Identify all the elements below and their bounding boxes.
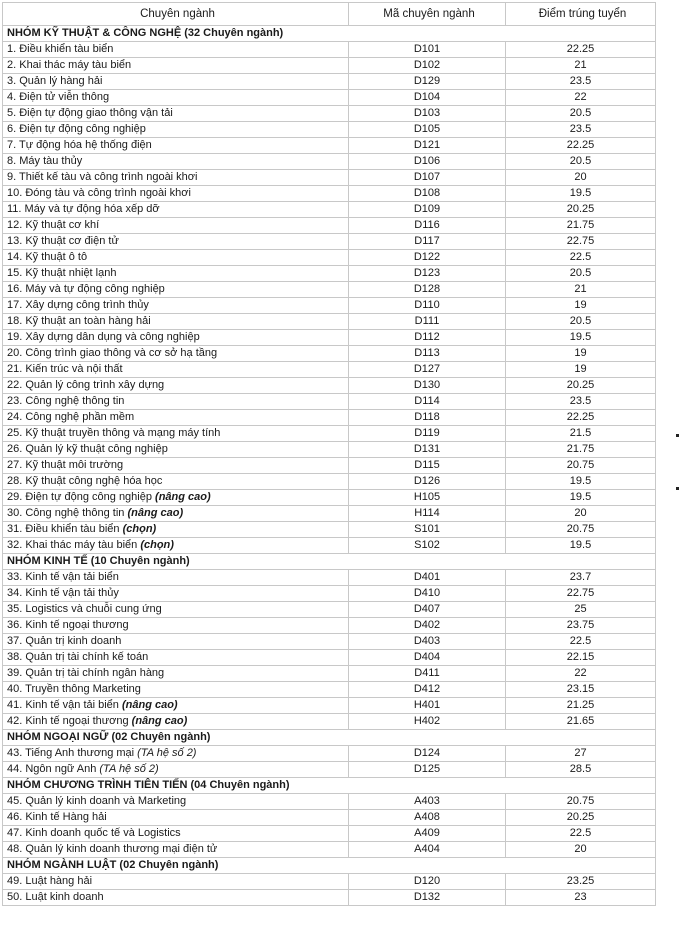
major-name: 12. Kỹ thuật cơ khí — [7, 219, 100, 231]
major-code: D108 — [349, 186, 506, 202]
table-row — [3, 698, 656, 714]
header-code: Mã chuyên ngành — [349, 3, 506, 26]
admission-score: 21.75 — [506, 218, 656, 234]
admission-score: 20.5 — [506, 314, 656, 330]
admission-score: 20.75 — [506, 522, 656, 538]
admission-score: 23.5 — [506, 74, 656, 90]
table-row — [3, 746, 656, 762]
major-cell — [3, 122, 349, 138]
table-row — [3, 250, 656, 266]
admission-score: 23 — [506, 890, 656, 906]
major-code: D111 — [349, 314, 506, 330]
table-row — [3, 810, 656, 826]
major-cell — [3, 890, 349, 906]
admission-score: 23.75 — [506, 618, 656, 634]
major-code: D401 — [349, 570, 506, 586]
major-name: 7. Tự động hóa hệ thống điện — [7, 139, 152, 151]
admission-score: 22 — [506, 90, 656, 106]
admission-score: 21.65 — [506, 714, 656, 730]
major-name: 27. Kỹ thuật môi trường — [7, 459, 124, 471]
major-code: D110 — [349, 298, 506, 314]
admission-score: 22.25 — [506, 138, 656, 154]
table-row — [3, 218, 656, 234]
major-note: (nâng cao) — [131, 715, 188, 727]
admission-scores-table-wrapper — [2, 2, 655, 906]
major-code: D101 — [349, 42, 506, 58]
major-name: 34. Kinh tế vận tải thủy — [7, 587, 119, 599]
table-row — [3, 378, 656, 394]
admission-score: 19.5 — [506, 538, 656, 554]
table-row — [3, 602, 656, 618]
table-row — [3, 890, 656, 906]
major-name: 4. Điện tử viễn thông — [7, 91, 110, 103]
group-title: NHÓM NGOẠI NGỮ (02 Chuyên ngành) — [3, 730, 656, 746]
major-cell — [3, 586, 349, 602]
major-cell — [3, 682, 349, 698]
table-row — [3, 714, 656, 730]
table-row — [3, 618, 656, 634]
major-name: 16. Máy và tự động công nghiệp — [7, 283, 165, 295]
table-row — [3, 266, 656, 282]
major-code: D119 — [349, 426, 506, 442]
major-cell — [3, 170, 349, 186]
major-code: D131 — [349, 442, 506, 458]
major-note: (TA hệ số 2) — [137, 747, 197, 759]
stray-dot-mark — [676, 434, 679, 437]
table-row — [3, 90, 656, 106]
admission-score: 22.5 — [506, 250, 656, 266]
group-header-row — [3, 554, 656, 570]
major-cell — [3, 234, 349, 250]
major-cell — [3, 42, 349, 58]
table-row — [3, 490, 656, 506]
major-name: 38. Quản trị tài chính kế toán — [7, 651, 149, 663]
major-code: H105 — [349, 490, 506, 506]
major-name: 17. Xây dựng công trình thủy — [7, 299, 149, 311]
major-code: D106 — [349, 154, 506, 170]
major-name: 31. Điều khiển tàu biển — [7, 523, 120, 535]
major-code: D102 — [349, 58, 506, 74]
admission-score: 23.15 — [506, 682, 656, 698]
table-row — [3, 666, 656, 682]
major-code: D404 — [349, 650, 506, 666]
major-code: D115 — [349, 458, 506, 474]
major-code: D103 — [349, 106, 506, 122]
admission-score: 28.5 — [506, 762, 656, 778]
major-cell — [3, 266, 349, 282]
major-code: D121 — [349, 138, 506, 154]
table-row — [3, 170, 656, 186]
admission-score: 21.75 — [506, 442, 656, 458]
table-row — [3, 138, 656, 154]
major-name: 50. Luật kinh doanh — [7, 891, 104, 903]
admission-score: 19 — [506, 346, 656, 362]
major-cell — [3, 186, 349, 202]
major-name: 44. Ngôn ngữ Anh — [7, 763, 97, 775]
major-cell — [3, 474, 349, 490]
admission-score: 19.5 — [506, 330, 656, 346]
major-name: 20. Công trình giao thông và cơ sở hạ tầng — [7, 347, 218, 359]
admission-score: 23.5 — [506, 394, 656, 410]
admission-score: 22.75 — [506, 234, 656, 250]
major-cell — [3, 602, 349, 618]
admission-score: 22 — [506, 666, 656, 682]
table-row — [3, 42, 656, 58]
table-row — [3, 538, 656, 554]
major-code: A404 — [349, 842, 506, 858]
major-name: 37. Quản trị kinh doanh — [7, 635, 122, 647]
major-note: (TA hệ số 2) — [99, 763, 159, 775]
header-score: Điểm trúng tuyển — [506, 3, 656, 26]
major-name: 35. Logistics và chuỗi cung ứng — [7, 603, 162, 615]
major-name: 23. Công nghệ thông tin — [7, 395, 125, 407]
major-cell — [3, 762, 349, 778]
admission-score: 20.75 — [506, 794, 656, 810]
major-code: H401 — [349, 698, 506, 714]
admission-score: 20.75 — [506, 458, 656, 474]
major-name: 26. Quản lý kỹ thuật công nghiệp — [7, 443, 168, 455]
admission-score: 22.25 — [506, 42, 656, 58]
major-code: D129 — [349, 74, 506, 90]
table-row — [3, 394, 656, 410]
major-name: 45. Quản lý kinh doanh và Marketing — [7, 795, 187, 807]
major-cell — [3, 218, 349, 234]
table-row — [3, 650, 656, 666]
major-note: (chọn) — [122, 523, 157, 535]
group-title: NHÓM CHƯƠNG TRÌNH TIÊN TIẾN (04 Chuyên ngành) — [3, 778, 656, 794]
major-code: D124 — [349, 746, 506, 762]
major-code: A409 — [349, 826, 506, 842]
table-row — [3, 74, 656, 90]
major-cell — [3, 90, 349, 106]
major-cell — [3, 570, 349, 586]
major-cell — [3, 410, 349, 426]
group-header-row — [3, 858, 656, 874]
major-code: A403 — [349, 794, 506, 810]
major-cell — [3, 666, 349, 682]
admission-score: 19.5 — [506, 490, 656, 506]
table-row — [3, 362, 656, 378]
major-note: (nâng cao) — [127, 507, 184, 519]
major-code: D114 — [349, 394, 506, 410]
major-name: 18. Kỹ thuật an toàn hàng hải — [7, 315, 151, 327]
stray-dot-mark — [676, 487, 679, 490]
table-row — [3, 506, 656, 522]
major-name: 29. Điện tự động công nghiệp — [7, 491, 152, 503]
major-code: S101 — [349, 522, 506, 538]
admission-score: 20.5 — [506, 154, 656, 170]
major-cell — [3, 538, 349, 554]
table-row — [3, 330, 656, 346]
major-cell — [3, 490, 349, 506]
major-name: 8. Máy tàu thủy — [7, 155, 83, 167]
major-cell — [3, 394, 349, 410]
admission-score: 23.25 — [506, 874, 656, 890]
table-row — [3, 826, 656, 842]
major-name: 33. Kinh tế vận tải biển — [7, 571, 119, 583]
admission-score: 19 — [506, 362, 656, 378]
major-cell — [3, 346, 349, 362]
major-code: S102 — [349, 538, 506, 554]
major-note: (chọn) — [140, 539, 174, 551]
major-code: D105 — [349, 122, 506, 138]
major-code: D112 — [349, 330, 506, 346]
major-name: 10. Đóng tàu và công trình ngoài khơi — [7, 187, 191, 199]
major-cell — [3, 842, 349, 858]
major-code: D118 — [349, 410, 506, 426]
admission-score: 21.5 — [506, 426, 656, 442]
major-cell — [3, 442, 349, 458]
admission-score: 20 — [506, 842, 656, 858]
admission-score: 20.25 — [506, 378, 656, 394]
major-cell — [3, 58, 349, 74]
major-code: D109 — [349, 202, 506, 218]
major-code: D116 — [349, 218, 506, 234]
major-cell — [3, 330, 349, 346]
major-cell — [3, 826, 349, 842]
major-name: 5. Điện tự động giao thông vận tải — [7, 107, 173, 119]
group-title: NHÓM KINH TẾ (10 Chuyên ngành) — [3, 554, 656, 570]
major-code: D128 — [349, 282, 506, 298]
table-row — [3, 426, 656, 442]
major-name: 25. Kỹ thuật truyền thông và mạng máy tính — [7, 427, 221, 439]
major-cell — [3, 714, 349, 730]
admission-score: 22.15 — [506, 650, 656, 666]
major-name: 1. Điều khiển tàu biển — [7, 43, 114, 55]
major-cell — [3, 74, 349, 90]
major-name: 47. Kinh doanh quốc tế và Logistics — [7, 827, 181, 839]
table-body — [3, 26, 656, 906]
major-cell — [3, 810, 349, 826]
major-code: D127 — [349, 362, 506, 378]
major-cell — [3, 650, 349, 666]
admission-score: 22.5 — [506, 826, 656, 842]
major-code: D120 — [349, 874, 506, 890]
major-cell — [3, 362, 349, 378]
admission-score: 22.5 — [506, 634, 656, 650]
major-code: D407 — [349, 602, 506, 618]
table-row — [3, 458, 656, 474]
admission-score: 20 — [506, 170, 656, 186]
major-cell — [3, 746, 349, 762]
group-header-row — [3, 26, 656, 42]
major-cell — [3, 426, 349, 442]
major-name: 21. Kiến trúc và nội thất — [7, 363, 123, 375]
table-row — [3, 314, 656, 330]
major-name: 6. Điện tự động công nghiệp — [7, 123, 146, 135]
admission-score: 20.5 — [506, 106, 656, 122]
table-row — [3, 474, 656, 490]
table-row — [3, 410, 656, 426]
major-code: H402 — [349, 714, 506, 730]
major-name: 3. Quản lý hàng hải — [7, 75, 103, 87]
major-cell — [3, 202, 349, 218]
admission-score: 21 — [506, 58, 656, 74]
major-name: 11. Máy và tự động hóa xếp dỡ — [7, 203, 160, 215]
admission-score: 22.75 — [506, 586, 656, 602]
table-row — [3, 298, 656, 314]
major-name: 43. Tiếng Anh thương mại — [7, 747, 135, 759]
major-cell — [3, 506, 349, 522]
major-code: D412 — [349, 682, 506, 698]
major-code: D132 — [349, 890, 506, 906]
group-header-row — [3, 778, 656, 794]
major-cell — [3, 698, 349, 714]
table-row — [3, 282, 656, 298]
major-code: D123 — [349, 266, 506, 282]
table-row — [3, 202, 656, 218]
admission-score: 19.5 — [506, 186, 656, 202]
major-cell — [3, 794, 349, 810]
major-name: 49. Luật hàng hải — [7, 875, 93, 887]
group-title: NHÓM NGÀNH LUẬT (02 Chuyên ngành) — [3, 858, 656, 874]
admission-score: 27 — [506, 746, 656, 762]
group-header-row — [3, 730, 656, 746]
table-row — [3, 58, 656, 74]
admission-score: 19.5 — [506, 474, 656, 490]
table-row — [3, 634, 656, 650]
major-code: H114 — [349, 506, 506, 522]
major-name: 30. Công nghệ thông tin — [7, 507, 125, 519]
admission-score: 22.25 — [506, 410, 656, 426]
admission-score: 23.7 — [506, 570, 656, 586]
major-name: 48. Quản lý kinh doanh thương mại điện tử — [7, 843, 218, 855]
major-name: 42. Kinh tế ngoại thương — [7, 715, 129, 727]
major-code: D125 — [349, 762, 506, 778]
major-name: 32. Khai thác máy tàu biển — [7, 539, 138, 551]
major-cell — [3, 618, 349, 634]
table-row — [3, 682, 656, 698]
major-name: 22. Quản lý công trình xây dựng — [7, 379, 165, 391]
major-name: 28. Kỹ thuật công nghệ hóa học — [7, 475, 163, 487]
major-code: D130 — [349, 378, 506, 394]
major-cell — [3, 314, 349, 330]
major-code: D107 — [349, 170, 506, 186]
admission-score: 19 — [506, 298, 656, 314]
table-row — [3, 842, 656, 858]
admission-score: 23.5 — [506, 122, 656, 138]
table-row — [3, 794, 656, 810]
major-code: D113 — [349, 346, 506, 362]
table-row — [3, 154, 656, 170]
major-name: 19. Xây dựng dân dụng và công nghiệp — [7, 331, 200, 343]
major-cell — [3, 874, 349, 890]
major-code: D411 — [349, 666, 506, 682]
major-cell — [3, 282, 349, 298]
major-code: D126 — [349, 474, 506, 490]
admission-score: 21.25 — [506, 698, 656, 714]
admission-score: 20.25 — [506, 810, 656, 826]
major-name: 9. Thiết kế tàu và công trình ngoài khơi — [7, 171, 198, 183]
admission-score: 20.5 — [506, 266, 656, 282]
major-name: 2. Khai thác máy tàu biển — [7, 59, 132, 71]
major-name: 24. Công nghệ phần mềm — [7, 411, 135, 423]
major-cell — [3, 298, 349, 314]
table-row — [3, 586, 656, 602]
major-code: D117 — [349, 234, 506, 250]
major-cell — [3, 634, 349, 650]
major-name: 14. Kỹ thuật ô tô — [7, 251, 88, 263]
major-name: 40. Truyền thông Marketing — [7, 683, 141, 695]
major-cell — [3, 522, 349, 538]
table-row — [3, 186, 656, 202]
major-name: 46. Kinh tế Hàng hải — [7, 811, 107, 823]
table-row — [3, 762, 656, 778]
major-code: D104 — [349, 90, 506, 106]
table-row — [3, 570, 656, 586]
table-row — [3, 106, 656, 122]
table-row — [3, 874, 656, 890]
major-code: D402 — [349, 618, 506, 634]
major-name: 41. Kinh tế vận tải biển — [7, 699, 119, 711]
header-row — [3, 3, 656, 26]
admission-scores-table — [2, 2, 656, 906]
table-row — [3, 346, 656, 362]
major-code: D410 — [349, 586, 506, 602]
major-code: D122 — [349, 250, 506, 266]
major-name: 15. Kỹ thuật nhiệt lạnh — [7, 267, 117, 279]
header-major: Chuyên ngành — [3, 3, 349, 26]
admission-score: 20 — [506, 506, 656, 522]
table-row — [3, 442, 656, 458]
major-code: A408 — [349, 810, 506, 826]
admission-score: 20.25 — [506, 202, 656, 218]
major-cell — [3, 250, 349, 266]
major-cell — [3, 378, 349, 394]
admission-score: 25 — [506, 602, 656, 618]
group-title: NHÓM KỸ THUẬT & CÔNG NGHỆ (32 Chuyên ngành) — [3, 26, 656, 42]
major-code: D403 — [349, 634, 506, 650]
major-cell — [3, 106, 349, 122]
major-name: 39. Quản trị tài chính ngân hàng — [7, 667, 165, 679]
major-cell — [3, 458, 349, 474]
major-cell — [3, 154, 349, 170]
major-note: (nâng cao) — [155, 491, 211, 503]
major-name: 36. Kinh tế ngoại thương — [7, 619, 129, 631]
table-row — [3, 522, 656, 538]
table-row — [3, 234, 656, 250]
major-note: (nâng cao) — [121, 699, 178, 711]
admission-score: 21 — [506, 282, 656, 298]
major-name: 13. Kỹ thuật cơ điện tử — [7, 235, 119, 247]
table-row — [3, 122, 656, 138]
major-cell — [3, 138, 349, 154]
